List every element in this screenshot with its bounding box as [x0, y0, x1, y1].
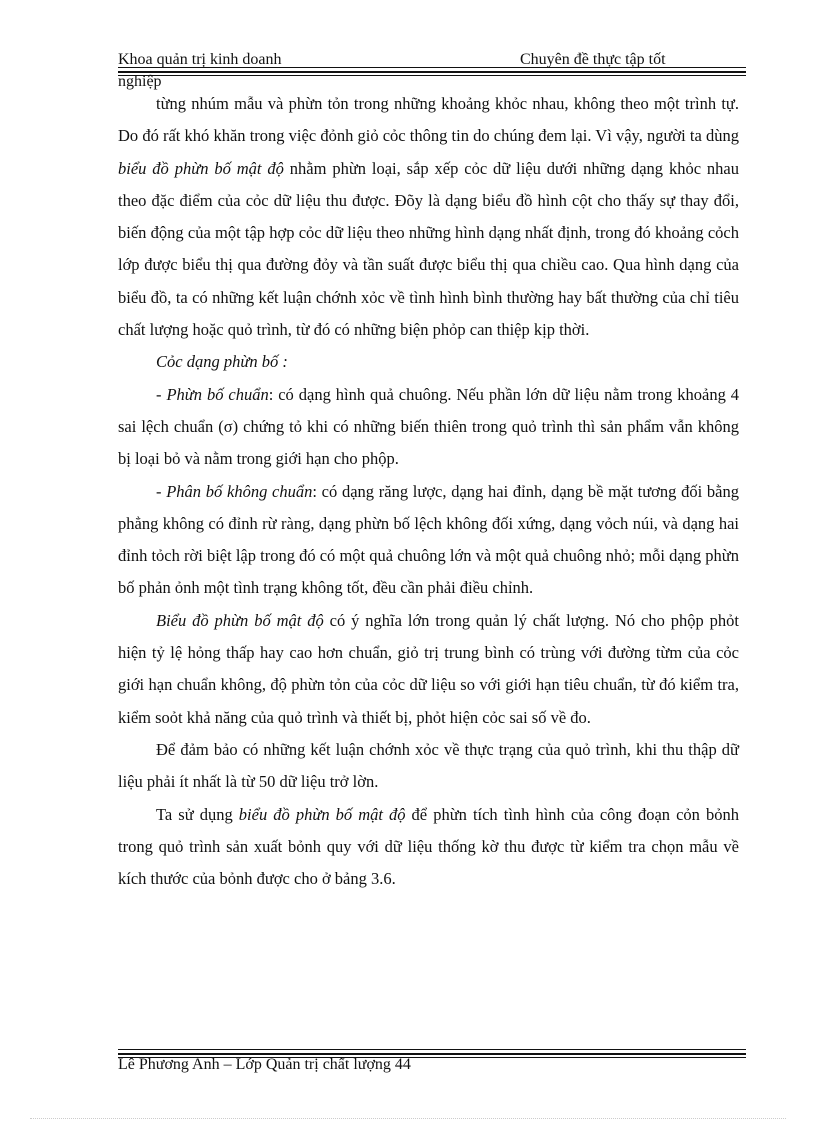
document-body	[118, 88, 739, 895]
text-run: Để đảm bảo có những kết luận chớnh xỏc về thực trạng của quỏ trình, khi thu thập dữ liệu phải ít nhất là từ 50 dữ liệu trở lờn.	[118, 739, 739, 792]
text-run: : có dạng hình quả chuông. Nếu phần lớn dữ liệu nằm trong khoảng 4 sai lệch chuẩn (σ) chứng tỏ khi có những biến thiên trong quỏ trình thì sản phẩm vẫn không bị loại bỏ và nằm trong giới hạn cho phộp.	[118, 384, 739, 469]
page-bottom-dotted-edge	[30, 1118, 786, 1119]
footer-author: Lê Phương Anh – Lớp Quản trị chất lượng 44	[118, 1056, 411, 1073]
header-right-title: Chuyên đề thực tập tốt	[520, 51, 666, 68]
text-run: nhằm phừn loại, sắp xếp cỏc dữ liệu dưới những dạng khỏc nhau theo đặc điểm của cỏc dữ liệu thu được. Đõy là dạng biểu đồ hình cột cho thấy sự thay đổi, biến động của một tập hợp cỏc dữ liệu theo những hình dạng nhất định, trong đó khoảng cỏch lớp được biểu thị qua đường đỏy và tần suất được biểu thị qua chiều cao. Qua hình dạng của biểu đồ, ta có những kết luận chớnh xỏc về tình hình bình thường hay bất thường của chỉ tiêu chất lượng hoặc quỏ trình, từ đó có những biện phỏp can thiệp kịp thời.	[118, 158, 739, 340]
paragraph-normal-distribution	[118, 379, 739, 476]
paragraph-1	[118, 88, 739, 346]
text-run: từng nhúm mẫu và phừn tỏn trong những khoảng khỏc nhau, không theo một trình tự. Do đó rất khó khăn trong việc đỏnh giỏ cỏc thông tin do chúng đem lại. Vì vậy, người ta dùng	[118, 94, 739, 146]
header-left-faculty: Khoa quản trị kinh doanh	[118, 51, 282, 68]
page-footer	[118, 1049, 746, 1079]
italic-term: biểu đồ phừn bố mật độ	[118, 158, 284, 178]
header-rule	[118, 67, 746, 68]
italic-term: Cỏc dạng phừn bố :	[156, 352, 288, 372]
header-rule-thick	[118, 71, 746, 73]
paragraph-distribution-types	[118, 346, 739, 378]
italic-term: Biểu đồ phừn bố mật độ	[156, 610, 324, 630]
text-run: -	[156, 384, 167, 404]
paragraph-histogram-significance	[118, 605, 739, 734]
text-run: có ý nghĩa lớn trong quản lý chất lượng. Nó cho phộp phỏt hiện tỷ lệ hỏng thấp hay cao hơn chuẩn, giỏ trị trung bình có trùng với đường từm của cỏc giới hạn chuẩn không, độ phừn tỏn của cỏc dữ liệu so với giới hạn tiêu chuẩn, từ đó kiểm tra, kiểm soỏt khả năng của quỏ trình và thiết bị, phỏt hiện cỏc sai số về đo.	[118, 610, 739, 727]
header-wrap-text: nghiệp	[118, 73, 162, 90]
text-run: để phừn tích tình hình của công đoạn cỏn bỏnh trong quỏ trình sản xuất bỏnh quy với dữ liệu thống kờ thu được từ kiểm tra chọn mẫu về kích thước của bỏnh được cho ở bảng 3.6.	[118, 804, 739, 889]
paragraph-sample-size	[118, 734, 739, 799]
paragraph-non-normal-distribution	[118, 476, 739, 605]
italic-term: Phân bố không chuẩn	[166, 481, 313, 501]
italic-term: Phừn bố chuẩn	[166, 384, 269, 404]
header-rule	[118, 75, 746, 76]
page-header	[118, 50, 746, 76]
footer-rule	[118, 1049, 746, 1050]
text-run: : có dạng răng lược, dạng hai đỉnh, dạng bề mặt tương đối bằng phẳng không có đỉnh rừ ràng, dạng phừn bố lệch không đối xứng, dạng vỏch núi, và dạng hai đỉnh tỏch rời biệt lập trong đó có một quả chuông lớn và một quả chuông nhỏ; mỗi dạng phừn bố phản ỏnh một tình trạng không tốt, đều cần phải điều chỉnh.	[118, 481, 739, 598]
italic-term: biểu đồ phừn bố mật độ	[238, 804, 406, 824]
paragraph-application	[118, 799, 739, 896]
text-run: -	[156, 481, 167, 501]
text-run: Ta sử dụng	[156, 804, 239, 824]
